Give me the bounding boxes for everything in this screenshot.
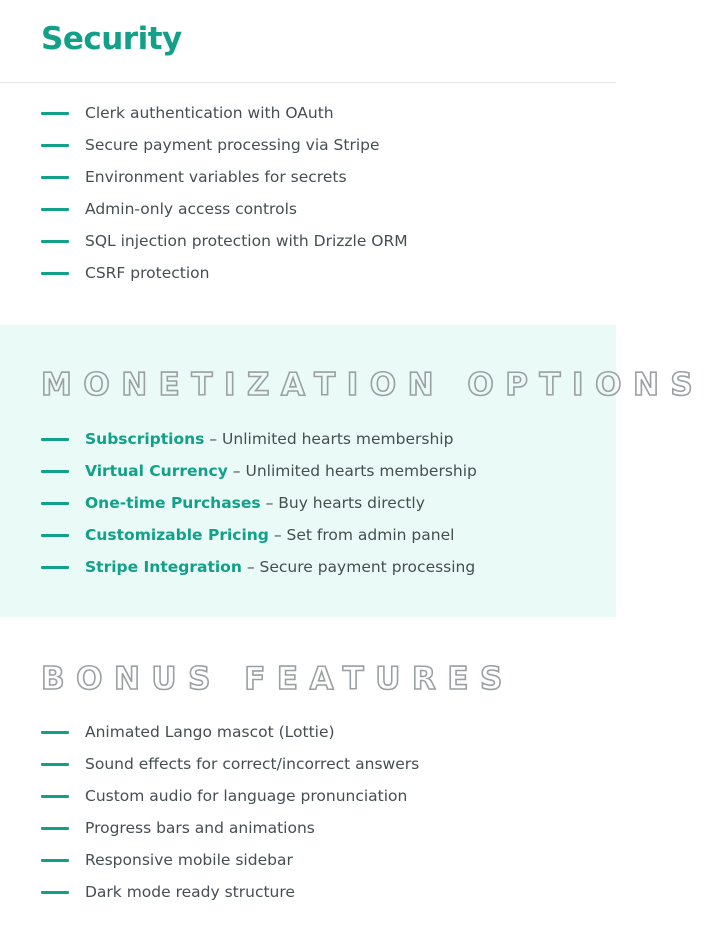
monetization-list (0, 423, 616, 583)
list-item (0, 193, 616, 225)
list-item (0, 97, 616, 129)
dash-icon (41, 891, 69, 894)
option-separator: – (232, 462, 241, 480)
dash-icon (41, 566, 69, 569)
dash-icon (41, 859, 69, 862)
dash-icon (41, 827, 69, 830)
option-desc: Secure payment processing (259, 558, 476, 576)
list-item-text: Sound effects for correct/incorrect answers (85, 755, 420, 773)
option-desc: Unlimited hearts membership (222, 430, 454, 448)
monetization-section (0, 325, 704, 617)
security-section (0, 0, 616, 325)
list-item (0, 748, 616, 780)
dash-icon (41, 208, 69, 211)
list-item (0, 257, 616, 289)
dash-icon (41, 502, 69, 505)
option-desc: Set from admin panel (286, 526, 455, 544)
list-item (0, 551, 616, 583)
option-name: Virtual Currency (85, 462, 228, 480)
option-desc: Unlimited hearts membership (245, 462, 477, 480)
list-item (0, 876, 616, 908)
list-item-text: Animated Lango mascot (Lottie) (85, 723, 335, 741)
list-item (0, 519, 616, 551)
list-item-text: Environment variables for secrets (85, 168, 347, 186)
list-item (0, 844, 616, 876)
option-name: One-time Purchases (85, 494, 261, 512)
dash-icon (41, 795, 69, 798)
list-item (0, 812, 616, 844)
list-item (0, 161, 616, 193)
option-separator: – (246, 558, 255, 576)
dash-icon (41, 272, 69, 275)
list-item-text: SQL injection protection with Drizzle ORM (85, 232, 408, 250)
monetization-title: MONETIZATION OPTIONS (41, 367, 704, 403)
security-header (0, 0, 616, 83)
dash-icon (41, 731, 69, 734)
bonus-section (0, 617, 616, 931)
option-separator: – (265, 494, 274, 512)
option-name: Customizable Pricing (85, 526, 269, 544)
option-separator: – (209, 430, 218, 448)
list-item-text: Dark mode ready structure (85, 883, 295, 901)
option-name: Subscriptions (85, 430, 205, 448)
dash-icon (41, 763, 69, 766)
dash-icon (41, 438, 69, 441)
option-name: Stripe Integration (85, 558, 242, 576)
list-item (0, 780, 616, 812)
bonus-title: BONUS FEATURES (41, 661, 514, 697)
security-title: Security (41, 21, 182, 57)
list-item-text: Secure payment processing via Stripe (85, 136, 380, 154)
dash-icon (41, 470, 69, 473)
list-item (0, 455, 616, 487)
list-item (0, 423, 616, 455)
list-item-text: Responsive mobile sidebar (85, 851, 293, 869)
dash-icon (41, 240, 69, 243)
list-item-text: Admin-only access controls (85, 200, 297, 218)
list-item (0, 716, 616, 748)
dash-icon (41, 144, 69, 147)
list-item (0, 225, 616, 257)
list-item-text: Clerk authentication with OAuth (85, 104, 334, 122)
list-item (0, 487, 616, 519)
list-item-text: CSRF protection (85, 264, 210, 282)
list-item-text: Custom audio for language pronunciation (85, 787, 408, 805)
dash-icon (41, 176, 69, 179)
list-item-text: Progress bars and animations (85, 819, 315, 837)
option-desc: Buy hearts directly (278, 494, 425, 512)
dash-icon (41, 112, 69, 115)
dash-icon (41, 534, 69, 537)
option-separator: – (273, 526, 282, 544)
list-item (0, 129, 616, 161)
bonus-list (0, 716, 616, 908)
security-list (0, 83, 616, 289)
